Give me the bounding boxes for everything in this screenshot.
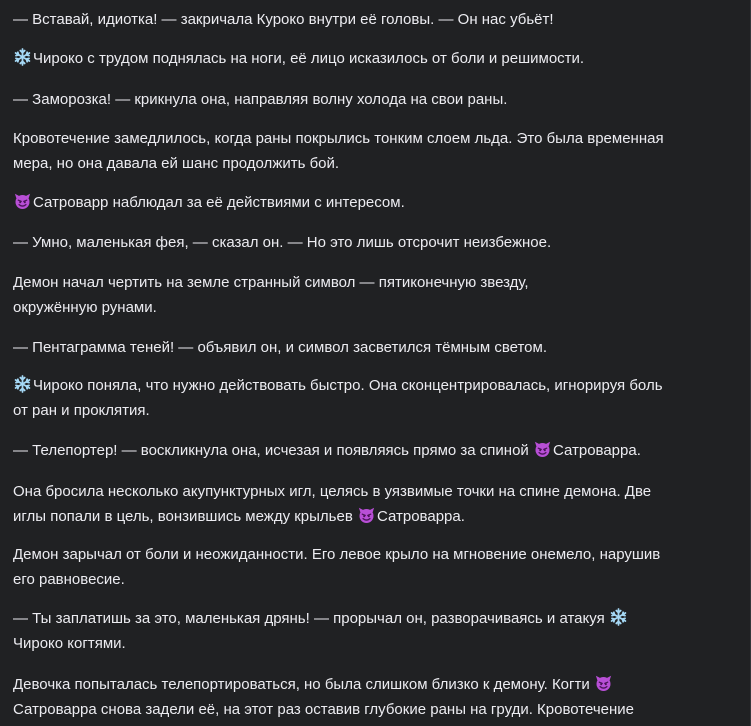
text-line	[13, 479, 735, 504]
text-line	[13, 270, 735, 295]
text-run: Сатроварра.	[376, 508, 465, 525]
text-run: Чироко поняла, что нужно действовать быстро. Она сконцентрировалась, игнорируя боль	[33, 377, 663, 394]
text-run: мера, но она давала ей шанс продолжить бой.	[13, 155, 340, 172]
story-paragraph-6	[13, 230, 735, 255]
text-line	[13, 46, 735, 71]
text-run: Чироко когтями.	[13, 635, 126, 652]
text-run: иглы попали в цель, вонзившись между крыльев	[13, 508, 357, 525]
text-run: Кровотечение замедлилось, когда раны покрылись тонким слоем льда. Это была временная	[13, 130, 664, 147]
text-run: Демон начал чертить на земле странный символ — пятиконечную звезду,	[13, 274, 529, 291]
text-run: — Умно, маленькая фея, — сказал он. — Но это лишь отсрочит неизбежное.	[13, 234, 552, 251]
story-paragraph-5	[13, 190, 735, 215]
text-line	[13, 335, 735, 360]
text-line	[13, 190, 735, 215]
text-run: Сатроварр наблюдал за её действиями с интересом.	[33, 194, 405, 211]
snowflake-emoji-icon	[13, 48, 32, 66]
text-line	[13, 631, 735, 656]
text-line	[13, 567, 735, 592]
text-run: Она бросила несколько акупунктурных игл, целясь в уязвимые точки на спине демона. Две	[13, 483, 652, 500]
text-run: — Телепортер! — воскликнула она, исчезая и появляясь прямо за спиной	[13, 442, 533, 459]
text-line	[13, 606, 735, 631]
devil-emoji-icon	[357, 506, 376, 524]
story-paragraph-14	[13, 672, 735, 722]
story-paragraph-3	[13, 87, 735, 112]
story-paragraph-11	[13, 479, 735, 529]
text-run: окружённую рунами.	[13, 299, 157, 316]
snowflake-emoji-icon	[13, 375, 32, 393]
text-run: Сатроварра снова задели её, на этот раз оставив глубокие раны на груди. Кровотечение	[13, 701, 634, 718]
text-line	[13, 7, 735, 32]
story-paragraph-7	[13, 270, 735, 320]
text-line	[13, 151, 735, 176]
text-line	[13, 373, 735, 398]
text-run: Чироко с трудом поднялась на ноги, её лицо исказилось от боли и решимости.	[33, 50, 585, 67]
text-line	[13, 504, 735, 529]
text-run: — Пентаграмма теней! — объявил он, и символ засветился тёмным светом.	[13, 339, 547, 356]
story-paragraph-4	[13, 126, 735, 176]
story-paragraph-12	[13, 542, 735, 592]
story-paragraph-8	[13, 335, 735, 360]
text-run: — Ты заплатишь за это, маленькая дрянь! — прорычал он, разворачиваясь и атакуя	[13, 610, 609, 627]
text-line	[13, 295, 735, 320]
story-paragraph-2	[13, 46, 735, 71]
text-run: Девочка попыталась телепортироваться, но была слишком близко к демону. Когти	[13, 676, 594, 693]
text-line	[13, 126, 735, 151]
text-run: Демон зарычал от боли и неожиданности. Его левое крыло на мгновение онемело, нарушив	[13, 546, 661, 563]
story-paragraph-1	[13, 7, 735, 32]
devil-emoji-icon	[533, 440, 552, 458]
story-paragraph-10	[13, 438, 735, 463]
text-run: Сатроварра.	[552, 442, 641, 459]
text-line	[13, 697, 735, 722]
text-run: его равновесие.	[13, 571, 125, 588]
snowflake-emoji-icon	[609, 608, 628, 626]
text-line	[13, 672, 735, 697]
text-line	[13, 230, 735, 255]
story-paragraph-9	[13, 373, 735, 423]
text-run: от ран и проклятия.	[13, 402, 150, 419]
text-run: — Заморозка! — крикнула она, направляя волну холода на свои раны.	[13, 91, 508, 108]
devil-emoji-icon	[594, 674, 613, 692]
text-line	[13, 87, 735, 112]
text-line	[13, 438, 735, 463]
text-run: — Вставай, идиотка! — закричала Куроко внутри её головы. — Он нас убьёт!	[13, 11, 554, 28]
text-line	[13, 398, 735, 423]
devil-emoji-icon	[13, 192, 32, 210]
story-paragraph-13	[13, 606, 735, 656]
text-line	[13, 542, 735, 567]
